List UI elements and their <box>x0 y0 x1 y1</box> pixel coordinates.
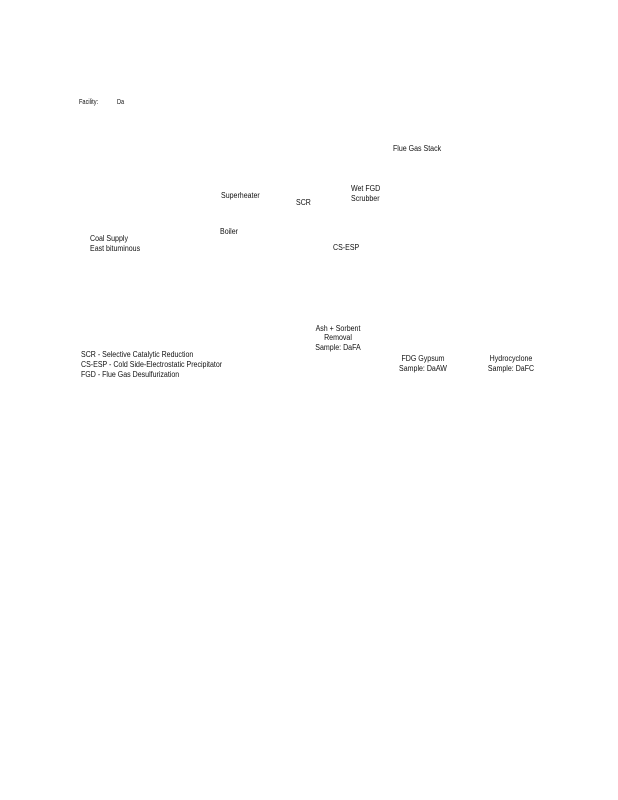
coal-supply-label-line1: Coal Supply <box>90 234 128 243</box>
ash-sorbent-label-line2: Removal <box>324 333 352 342</box>
boiler-label: Boiler <box>220 227 238 236</box>
wet-fgd-label-line1: Wet FGD <box>351 184 381 193</box>
legend-scr: SCR - Selective Catalytic Reduction <box>81 350 194 359</box>
hydrocyclone-sample: Sample: DaFC <box>487 364 535 373</box>
hydrocyclone-label: Hydrocyclone <box>489 354 533 363</box>
facility-label: Facility: <box>79 97 99 106</box>
fdg-gypsum-label: FDG Gypsum <box>401 354 445 363</box>
cs-esp-label: CS-ESP <box>333 243 360 252</box>
coal-supply-label-line2: East bituminous <box>90 244 141 253</box>
legend-fgd: FGD - Flue Gas Desulfurization <box>81 370 180 379</box>
ash-sorbent-sample: Sample: DaFA <box>315 343 361 352</box>
scr-label: SCR <box>296 198 311 207</box>
facility-value: Da <box>117 97 125 106</box>
ash-sorbent-label-line1: Ash + Sorbent <box>315 324 361 333</box>
fdg-gypsum-sample: Sample: DaAW <box>399 364 447 373</box>
superheater-label: Superheater <box>221 191 260 200</box>
wet-fgd-label-line2: Scrubber <box>351 194 380 203</box>
legend-cs-esp: CS-ESP - Cold Side-Electrostatic Precipitator <box>81 360 223 369</box>
flue-gas-stack-label: Flue Gas Stack <box>393 144 442 153</box>
